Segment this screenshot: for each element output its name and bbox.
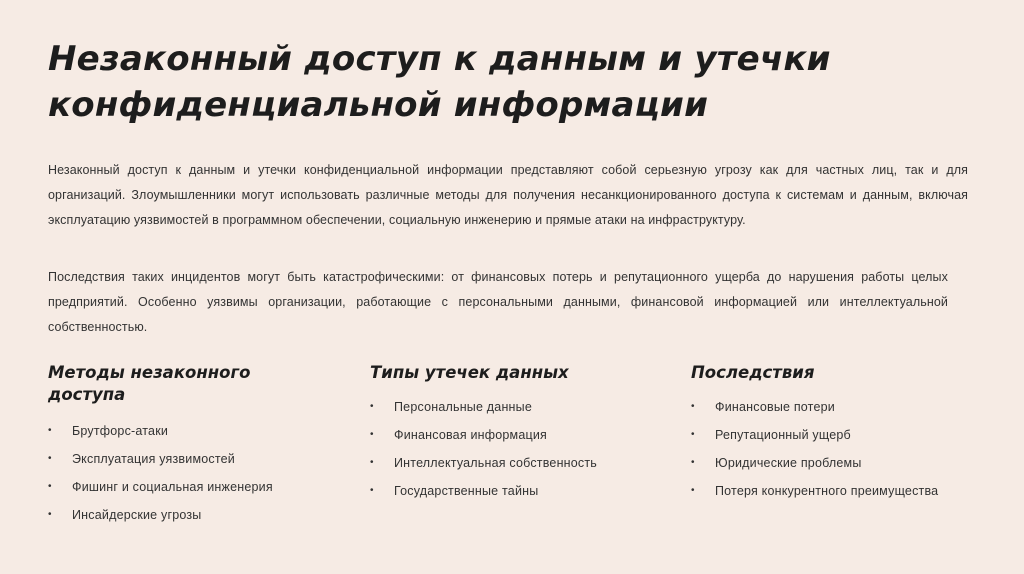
column-consequences bbox=[691, 362, 991, 505]
column-heading: Последствия bbox=[691, 363, 815, 382]
consequences-paragraph: Последствия таких инцидентов могут быть катастрофическими: от финансовых потерь и репутационного ущерба до нарушения работы целых предприятий. Особенно уязвимы организации, работающие с персональными данными, финансовой информацией или интеллектуальной собственностью. bbox=[48, 270, 948, 334]
list-item-label: Эксплуатация уязвимостей bbox=[72, 452, 235, 466]
list-item-label: Интеллектуальная собственность bbox=[394, 456, 598, 470]
bullet-icon: • bbox=[48, 453, 52, 464]
list-item bbox=[48, 445, 288, 473]
bullet-icon: • bbox=[370, 457, 374, 468]
list-item-label: Инсайдерские угрозы bbox=[72, 508, 202, 522]
bullet-icon: • bbox=[691, 401, 695, 412]
list-item bbox=[691, 477, 991, 505]
list-item-label: Персональные данные bbox=[394, 400, 532, 414]
list-item bbox=[48, 417, 288, 445]
list-item bbox=[370, 449, 670, 477]
column-heading: Типы утечек данных bbox=[370, 363, 569, 382]
list-item bbox=[370, 421, 670, 449]
list-item-label: Брутфорс-атаки bbox=[72, 424, 169, 438]
list-item bbox=[370, 477, 670, 505]
bullet-icon: • bbox=[370, 401, 374, 412]
column-access-methods bbox=[48, 362, 288, 529]
list-item-label: Юридические проблемы bbox=[715, 456, 862, 470]
bullet-list bbox=[691, 393, 991, 505]
bullet-icon: • bbox=[691, 485, 695, 496]
list-item bbox=[691, 449, 991, 477]
bullet-icon: • bbox=[48, 509, 52, 520]
list-item bbox=[691, 421, 991, 449]
list-item-label: Финансовая информация bbox=[394, 428, 548, 442]
column-heading: Методы незаконного доступа bbox=[48, 363, 251, 404]
list-item bbox=[48, 501, 288, 529]
column-leak-types bbox=[370, 362, 670, 505]
list-item-label: Потеря конкурентного преимущества bbox=[715, 484, 939, 498]
list-item bbox=[370, 393, 670, 421]
slide-title: Незаконный доступ к данным и утечки конфиденциальной информации bbox=[48, 39, 831, 125]
list-item-label: Финансовые потери bbox=[715, 400, 835, 414]
list-item-label: Государственные тайны bbox=[394, 484, 539, 498]
bullet-icon: • bbox=[691, 429, 695, 440]
bullet-icon: • bbox=[691, 457, 695, 468]
list-item-label: Репутационный ущерб bbox=[715, 428, 851, 442]
bullet-list bbox=[370, 393, 670, 505]
bullet-list bbox=[48, 417, 288, 529]
list-item bbox=[691, 393, 991, 421]
list-item-label: Фишинг и социальная инженерия bbox=[72, 480, 273, 494]
list-item bbox=[48, 473, 288, 501]
intro-paragraph: Незаконный доступ к данным и утечки конфиденциальной информации представляют собой серьезную угрозу как для частных лиц, так и для организаций. Злоумышленники могут использовать различные методы для получения несанкционированного доступа к системам и данным, включая эксплуатацию уязвимостей в программном обеспечении, социальную инженерию и прямые атаки на инфраструктуру. bbox=[48, 163, 968, 227]
bullet-icon: • bbox=[48, 425, 52, 436]
bullet-icon: • bbox=[48, 481, 52, 492]
bullet-icon: • bbox=[370, 429, 374, 440]
bullet-icon: • bbox=[370, 485, 374, 496]
